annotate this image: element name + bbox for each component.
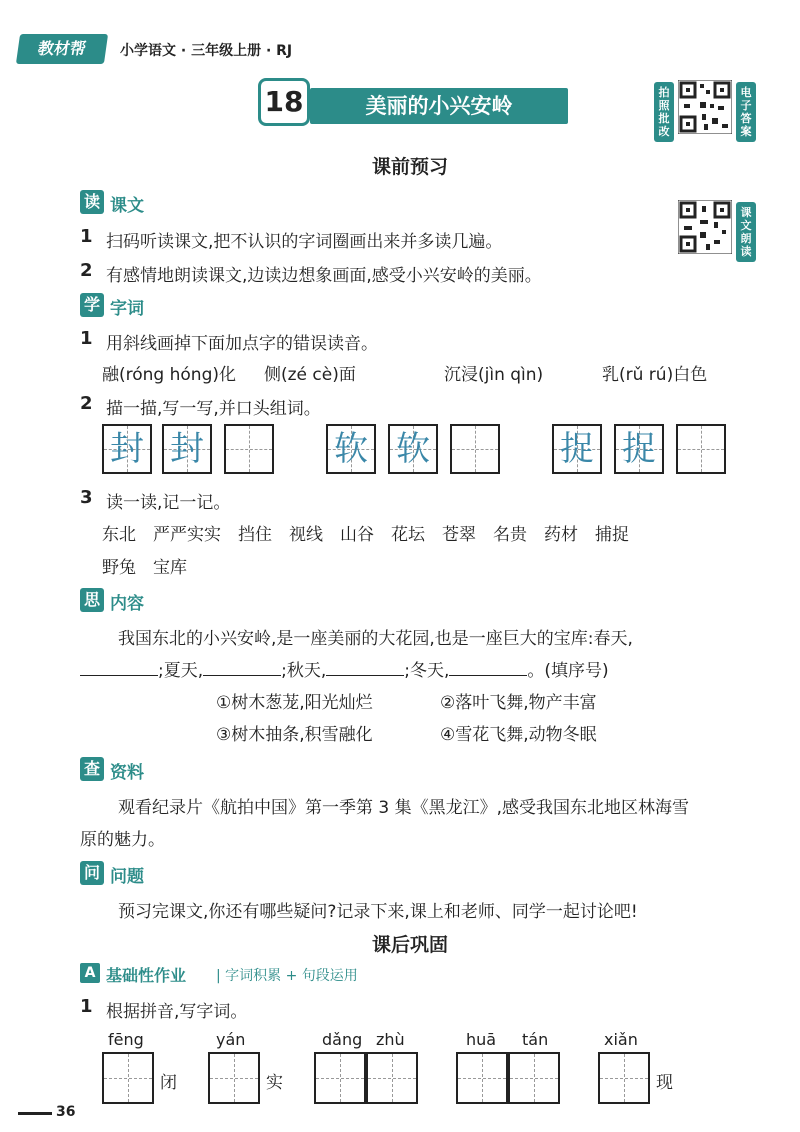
qr-code-icon[interactable] [678, 80, 732, 134]
ask-tag: 问 [80, 861, 104, 885]
pronunciation-item: 沉浸(jìn qìn) [444, 365, 544, 385]
write-box[interactable] [598, 1052, 650, 1104]
write-box[interactable] [314, 1052, 366, 1104]
trace-char: 捉 [622, 429, 656, 469]
blank-autumn[interactable] [326, 660, 404, 676]
trace-char: 封 [170, 429, 204, 469]
pronunciation-item: 融(róng hóng)化 [102, 365, 236, 385]
review-section-sub: | 字词积累 + 句段运用 [216, 968, 358, 984]
review-section-title: 基础性作业 [106, 966, 187, 985]
pinyin-label: fēng [108, 1030, 144, 1049]
trace-char: 封 [110, 429, 144, 469]
pinyin-label: xiǎn [604, 1030, 638, 1049]
blank-winter[interactable] [449, 660, 527, 676]
learn-tag: 学 [80, 293, 104, 317]
page-rule [18, 1112, 52, 1115]
suffix-char: 实 [266, 1073, 283, 1093]
write-box[interactable] [676, 424, 726, 474]
ask-label: 问题 [110, 867, 144, 887]
trace-box[interactable] [388, 424, 438, 474]
write-box[interactable] [450, 424, 500, 474]
write-box[interactable] [456, 1052, 508, 1104]
pinyin-label: yán [216, 1030, 246, 1049]
write-box[interactable] [508, 1052, 560, 1104]
review-title: 课后巩固 [372, 934, 449, 956]
option-item: ②落叶飞舞,物产丰富 [440, 693, 597, 713]
season-label: 夏天, [163, 661, 204, 681]
trace-box[interactable] [552, 424, 602, 474]
learn-q2-text: 描一描,写一写,并口头组词。 [106, 399, 321, 419]
word-list-line: 野兔 宝库 [102, 558, 187, 578]
fill-blanks-line: ;夏天, ;秋天, ;冬天, 。(填序号) [80, 656, 609, 681]
write-box[interactable] [102, 1052, 154, 1104]
think-tag: 思 [80, 588, 104, 612]
read-item-num: 2 [80, 260, 93, 281]
trace-char: 捉 [560, 429, 594, 469]
suffix-char: 现 [656, 1073, 673, 1093]
read-item-text: 扫码听读课文,把不认识的字词圈画出来并多读几遍。 [106, 232, 503, 252]
trace-char: 软 [396, 429, 430, 469]
qr2-tag: 课文朗读 [736, 202, 756, 262]
think-paragraph: 我国东北的小兴安岭,是一座美丽的大花园,也是一座巨大的宝库:春天, [118, 629, 633, 649]
option-item: ①树木葱茏,阳光灿烂 [216, 693, 373, 713]
lesson-title: 美丽的小兴安岭 [310, 88, 568, 124]
learn-q3-text: 读一读,记一记。 [106, 493, 231, 513]
season-label: 秋天, [286, 661, 327, 681]
lesson-number: 18 [258, 78, 310, 126]
learn-q1-num: 1 [80, 328, 93, 349]
learn-q1-text: 用斜线画掉下面加点字的错误读音。 [106, 334, 378, 354]
research-tag: 查 [80, 757, 104, 781]
pinyin-label: zhù [376, 1030, 405, 1049]
trace-box[interactable] [326, 424, 376, 474]
ask-text: 预习完课文,你还有哪些疑问?记录下来,课上和老师、同学一起讨论吧! [118, 902, 638, 922]
learn-label: 字词 [110, 299, 144, 319]
suffix-char: 闭 [160, 1073, 177, 1093]
review-q1-text: 根据拼音,写字词。 [106, 1002, 248, 1022]
preview-title: 课前预习 [372, 156, 449, 178]
option-item: ③树木抽条,积雪融化 [216, 725, 373, 745]
word-list-line: 东北 严严实实 挡住 视线 山谷 花坛 苍翠 名贵 药材 捕捉 [102, 525, 629, 545]
trace-char [226, 426, 272, 472]
page-number: 36 [56, 1104, 76, 1120]
trace-char: 软 [334, 429, 368, 469]
trace-box[interactable] [102, 424, 152, 474]
qr-tag-left: 拍照批改 [654, 82, 674, 142]
pinyin-label: dǎng [322, 1030, 363, 1049]
read-label: 课文 [110, 196, 144, 216]
breadcrumb: 小学语文 · 三年级上册 · RJ [120, 43, 293, 59]
blank-spring[interactable] [80, 660, 158, 676]
learn-q3-num: 3 [80, 487, 93, 508]
read-item-text: 有感情地朗读课文,边读边想象画面,感受小兴安岭的美丽。 [106, 266, 542, 286]
review-q1-num: 1 [80, 996, 93, 1017]
write-box[interactable] [224, 424, 274, 474]
level-a-badge: A [80, 963, 100, 983]
option-item: ④雪花飞舞,动物冬眠 [440, 725, 597, 745]
research-label: 资料 [110, 763, 144, 783]
learn-q2-num: 2 [80, 393, 93, 414]
pinyin-label: tán [522, 1030, 549, 1049]
fill-note: 。(填序号) [527, 661, 609, 681]
qr-tag-right: 电子答案 [736, 82, 756, 142]
trace-box[interactable] [614, 424, 664, 474]
read-item-num: 1 [80, 226, 93, 247]
pronunciation-item: 乳(rǔ rú)白色 [602, 365, 708, 385]
research-line: 原的魅力。 [80, 830, 165, 850]
research-line: 观看纪录片《航拍中国》第一季第 3 集《黑龙江》,感受我国东北地区林海雪 [118, 798, 690, 818]
trace-char [452, 426, 498, 472]
read-tag: 读 [80, 190, 104, 214]
season-label: 冬天, [410, 661, 450, 681]
qr-code-audio-icon[interactable] [678, 200, 732, 254]
write-box[interactable] [208, 1052, 260, 1104]
blank-summer[interactable] [203, 660, 281, 676]
pinyin-label: huā [466, 1030, 497, 1049]
write-box[interactable] [366, 1052, 418, 1104]
pronunciation-item: 侧(zé cè)面 [264, 365, 356, 385]
trace-box[interactable] [162, 424, 212, 474]
think-label: 内容 [110, 594, 144, 614]
trace-char [678, 426, 724, 472]
brand-badge: 教材帮 [16, 34, 108, 64]
